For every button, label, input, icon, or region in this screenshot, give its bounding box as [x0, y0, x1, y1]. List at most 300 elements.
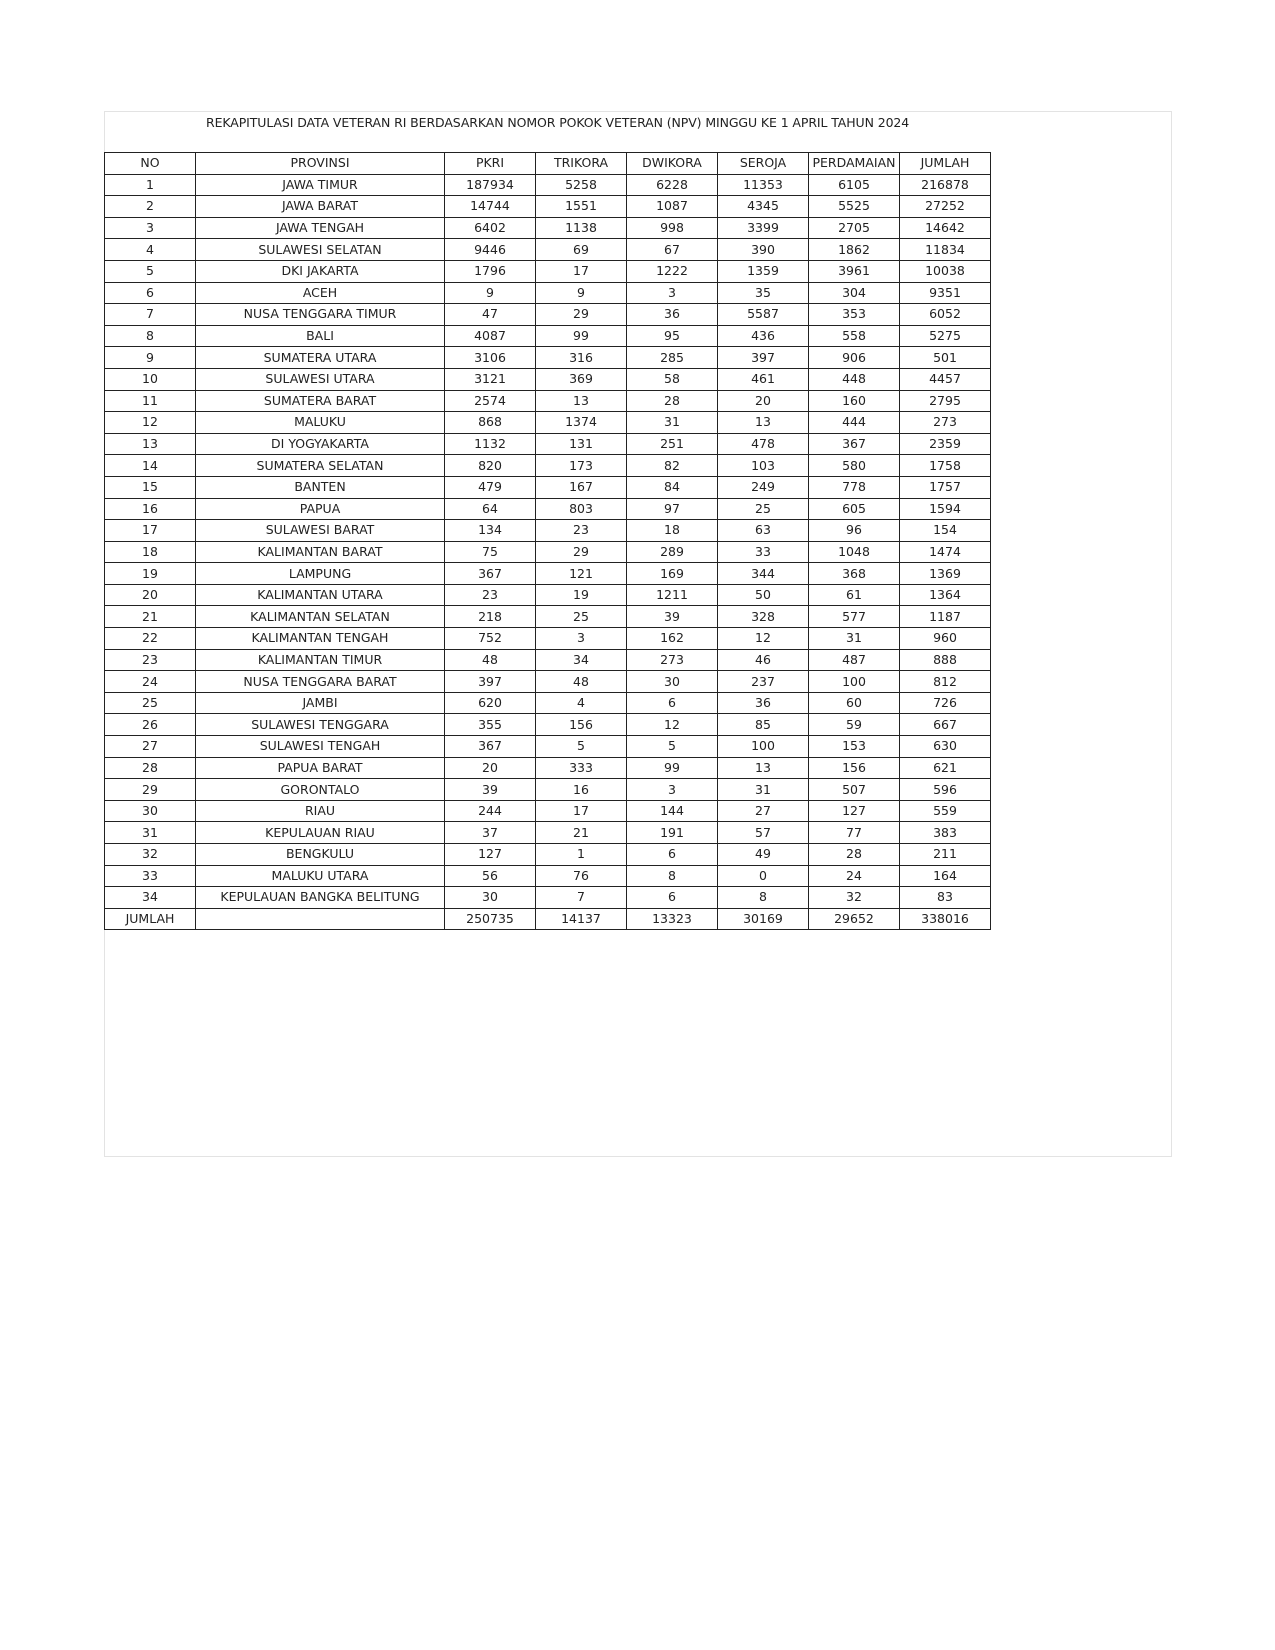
- row-number-cell: 10: [105, 368, 196, 390]
- trikora-cell: 156: [536, 714, 627, 736]
- dwikora-cell: 251: [627, 433, 718, 455]
- jumlah-cell: 211: [900, 844, 991, 866]
- trikora-cell: 1: [536, 844, 627, 866]
- dwikora-cell: 84: [627, 476, 718, 498]
- trikora-cell: 316: [536, 347, 627, 369]
- row-number-cell: 21: [105, 606, 196, 628]
- jumlah-cell: 812: [900, 671, 991, 693]
- row-number-cell: 24: [105, 671, 196, 693]
- total-cell: 30169: [718, 908, 809, 930]
- jumlah-cell: 5275: [900, 325, 991, 347]
- jumlah-cell: 1187: [900, 606, 991, 628]
- row-number-cell: 25: [105, 692, 196, 714]
- row-number-cell: 8: [105, 325, 196, 347]
- table-row: [105, 628, 991, 650]
- perdamaian-cell: 77: [809, 822, 900, 844]
- pkri-cell: 23: [445, 584, 536, 606]
- dwikora-cell: 3: [627, 282, 718, 304]
- trikora-cell: 9: [536, 282, 627, 304]
- table-row: [105, 325, 991, 347]
- perdamaian-cell: 24: [809, 865, 900, 887]
- pkri-cell: 820: [445, 455, 536, 477]
- row-number-cell: 2: [105, 196, 196, 218]
- seroja-cell: 35: [718, 282, 809, 304]
- pkri-cell: 367: [445, 563, 536, 585]
- row-number-cell: 4: [105, 239, 196, 261]
- dwikora-cell: 97: [627, 498, 718, 520]
- perdamaian-cell: 5525: [809, 196, 900, 218]
- table-row: [105, 606, 991, 628]
- province-cell: JAWA TIMUR: [196, 174, 445, 196]
- row-number-cell: 23: [105, 649, 196, 671]
- jumlah-cell: 726: [900, 692, 991, 714]
- dwikora-cell: 39: [627, 606, 718, 628]
- document-title: REKAPITULASI DATA VETERAN RI BERDASARKAN NOMOR POKOK VETERAN (NPV) MINGGU KE 1 APRIL TAHUN 2024: [206, 115, 910, 130]
- table-row: [105, 541, 991, 563]
- perdamaian-cell: 3961: [809, 260, 900, 282]
- table-row: [105, 671, 991, 693]
- pkri-cell: 75: [445, 541, 536, 563]
- dwikora-cell: 6: [627, 844, 718, 866]
- jumlah-cell: 559: [900, 800, 991, 822]
- table-row: [105, 282, 991, 304]
- table-row: [105, 412, 991, 434]
- seroja-cell: 25: [718, 498, 809, 520]
- province-cell: MALUKU: [196, 412, 445, 434]
- seroja-cell: 12: [718, 628, 809, 650]
- jumlah-cell: 27252: [900, 196, 991, 218]
- province-cell: KALIMANTAN UTARA: [196, 584, 445, 606]
- trikora-cell: 16: [536, 779, 627, 801]
- table-row: [105, 584, 991, 606]
- trikora-cell: 76: [536, 865, 627, 887]
- row-number-cell: 16: [105, 498, 196, 520]
- perdamaian-cell: 59: [809, 714, 900, 736]
- perdamaian-cell: 156: [809, 757, 900, 779]
- seroja-cell: 237: [718, 671, 809, 693]
- trikora-cell: 7: [536, 887, 627, 909]
- pkri-cell: 37: [445, 822, 536, 844]
- seroja-cell: 13: [718, 757, 809, 779]
- province-cell: KALIMANTAN SELATAN: [196, 606, 445, 628]
- jumlah-cell: 164: [900, 865, 991, 887]
- dwikora-cell: 3: [627, 779, 718, 801]
- jumlah-cell: 6052: [900, 304, 991, 326]
- row-number-cell: 31: [105, 822, 196, 844]
- dwikora-cell: 6228: [627, 174, 718, 196]
- perdamaian-cell: 1862: [809, 239, 900, 261]
- province-cell: SULAWESI BARAT: [196, 520, 445, 542]
- jumlah-cell: 216878: [900, 174, 991, 196]
- pkri-cell: 9446: [445, 239, 536, 261]
- pkri-cell: 479: [445, 476, 536, 498]
- pkri-cell: 9: [445, 282, 536, 304]
- perdamaian-cell: 353: [809, 304, 900, 326]
- dwikora-cell: 8: [627, 865, 718, 887]
- province-cell: JAWA BARAT: [196, 196, 445, 218]
- pkri-cell: 244: [445, 800, 536, 822]
- dwikora-cell: 18: [627, 520, 718, 542]
- province-cell: BANTEN: [196, 476, 445, 498]
- jumlah-cell: 2795: [900, 390, 991, 412]
- dwikora-cell: 6: [627, 692, 718, 714]
- seroja-cell: 5587: [718, 304, 809, 326]
- row-number-cell: 18: [105, 541, 196, 563]
- jumlah-cell: 10038: [900, 260, 991, 282]
- jumlah-cell: 1364: [900, 584, 991, 606]
- table-row: [105, 498, 991, 520]
- province-cell: SULAWESI TENGAH: [196, 736, 445, 758]
- province-cell: RIAU: [196, 800, 445, 822]
- jumlah-cell: 501: [900, 347, 991, 369]
- perdamaian-cell: 32: [809, 887, 900, 909]
- perdamaian-cell: 448: [809, 368, 900, 390]
- table-row: [105, 239, 991, 261]
- seroja-cell: 397: [718, 347, 809, 369]
- jumlah-cell: 154: [900, 520, 991, 542]
- seroja-cell: 49: [718, 844, 809, 866]
- dwikora-cell: 144: [627, 800, 718, 822]
- perdamaian-cell: 160: [809, 390, 900, 412]
- trikora-cell: 17: [536, 260, 627, 282]
- table-row: [105, 368, 991, 390]
- trikora-cell: 1551: [536, 196, 627, 218]
- table-row: [105, 347, 991, 369]
- trikora-cell: 333: [536, 757, 627, 779]
- pkri-cell: 14744: [445, 196, 536, 218]
- dwikora-cell: 998: [627, 217, 718, 239]
- seroja-cell: 328: [718, 606, 809, 628]
- pkri-cell: 47: [445, 304, 536, 326]
- trikora-cell: 29: [536, 304, 627, 326]
- row-number-cell: 6: [105, 282, 196, 304]
- pkri-cell: 620: [445, 692, 536, 714]
- row-number-cell: 11: [105, 390, 196, 412]
- trikora-cell: 3: [536, 628, 627, 650]
- perdamaian-cell: 31: [809, 628, 900, 650]
- trikora-cell: 25: [536, 606, 627, 628]
- seroja-cell: 344: [718, 563, 809, 585]
- total-cell: 338016: [900, 908, 991, 930]
- table-row: [105, 692, 991, 714]
- province-cell: SUMATERA BARAT: [196, 390, 445, 412]
- perdamaian-cell: 61: [809, 584, 900, 606]
- province-cell: NUSA TENGGARA BARAT: [196, 671, 445, 693]
- dwikora-cell: 36: [627, 304, 718, 326]
- province-cell: SUMATERA SELATAN: [196, 455, 445, 477]
- row-number-cell: 1: [105, 174, 196, 196]
- table-body: [105, 174, 991, 908]
- trikora-cell: 369: [536, 368, 627, 390]
- trikora-cell: 167: [536, 476, 627, 498]
- perdamaian-cell: 444: [809, 412, 900, 434]
- table-row: [105, 714, 991, 736]
- pkri-cell: 218: [445, 606, 536, 628]
- seroja-cell: 100: [718, 736, 809, 758]
- header-no: NO: [105, 153, 196, 175]
- dwikora-cell: 1087: [627, 196, 718, 218]
- row-number-cell: 28: [105, 757, 196, 779]
- trikora-cell: 99: [536, 325, 627, 347]
- dwikora-cell: 28: [627, 390, 718, 412]
- pkri-cell: 752: [445, 628, 536, 650]
- seroja-cell: 11353: [718, 174, 809, 196]
- pkri-cell: 127: [445, 844, 536, 866]
- trikora-cell: 5258: [536, 174, 627, 196]
- seroja-cell: 8: [718, 887, 809, 909]
- row-number-cell: 32: [105, 844, 196, 866]
- province-cell: LAMPUNG: [196, 563, 445, 585]
- province-cell: SULAWESI TENGGARA: [196, 714, 445, 736]
- total-cell: 14137: [536, 908, 627, 930]
- trikora-cell: 131: [536, 433, 627, 455]
- total-cell: [196, 908, 445, 930]
- pkri-cell: 64: [445, 498, 536, 520]
- total-cell: 13323: [627, 908, 718, 930]
- trikora-cell: 19: [536, 584, 627, 606]
- table-row: [105, 520, 991, 542]
- total-label: JUMLAH: [105, 908, 196, 930]
- dwikora-cell: 12: [627, 714, 718, 736]
- pkri-cell: 134: [445, 520, 536, 542]
- perdamaian-cell: 2705: [809, 217, 900, 239]
- seroja-cell: 20: [718, 390, 809, 412]
- jumlah-cell: 273: [900, 412, 991, 434]
- perdamaian-cell: 304: [809, 282, 900, 304]
- trikora-cell: 121: [536, 563, 627, 585]
- dwikora-cell: 58: [627, 368, 718, 390]
- dwikora-cell: 67: [627, 239, 718, 261]
- trikora-cell: 5: [536, 736, 627, 758]
- total-cell: 250735: [445, 908, 536, 930]
- row-number-cell: 19: [105, 563, 196, 585]
- province-cell: SUMATERA UTARA: [196, 347, 445, 369]
- jumlah-cell: 83: [900, 887, 991, 909]
- province-cell: NUSA TENGGARA TIMUR: [196, 304, 445, 326]
- pkri-cell: 4087: [445, 325, 536, 347]
- header-pkri: PKRI: [445, 153, 536, 175]
- perdamaian-cell: 487: [809, 649, 900, 671]
- table-row: [105, 217, 991, 239]
- pkri-cell: 3121: [445, 368, 536, 390]
- province-cell: BALI: [196, 325, 445, 347]
- dwikora-cell: 30: [627, 671, 718, 693]
- row-number-cell: 22: [105, 628, 196, 650]
- perdamaian-cell: 28: [809, 844, 900, 866]
- row-number-cell: 14: [105, 455, 196, 477]
- seroja-cell: 103: [718, 455, 809, 477]
- trikora-cell: 69: [536, 239, 627, 261]
- row-number-cell: 9: [105, 347, 196, 369]
- province-cell: KEPULAUAN BANGKA BELITUNG: [196, 887, 445, 909]
- province-cell: PAPUA: [196, 498, 445, 520]
- pkri-cell: 367: [445, 736, 536, 758]
- trikora-cell: 21: [536, 822, 627, 844]
- pkri-cell: 187934: [445, 174, 536, 196]
- table-row: [105, 304, 991, 326]
- seroja-cell: 3399: [718, 217, 809, 239]
- table-row: [105, 455, 991, 477]
- jumlah-cell: 4457: [900, 368, 991, 390]
- veteran-recap-table: [104, 152, 991, 930]
- row-number-cell: 20: [105, 584, 196, 606]
- table-row: [105, 476, 991, 498]
- pkri-cell: 56: [445, 865, 536, 887]
- province-cell: KEPULAUAN RIAU: [196, 822, 445, 844]
- perdamaian-cell: 368: [809, 563, 900, 585]
- province-cell: MALUKU UTARA: [196, 865, 445, 887]
- jumlah-cell: 2359: [900, 433, 991, 455]
- pkri-cell: 355: [445, 714, 536, 736]
- table-row: [105, 844, 991, 866]
- header-perdamaian: PERDAMAIAN: [809, 153, 900, 175]
- seroja-cell: 46: [718, 649, 809, 671]
- trikora-cell: 17: [536, 800, 627, 822]
- perdamaian-cell: 906: [809, 347, 900, 369]
- table-total-row: [105, 908, 991, 930]
- jumlah-cell: 1594: [900, 498, 991, 520]
- province-cell: ACEH: [196, 282, 445, 304]
- province-cell: JAWA TENGAH: [196, 217, 445, 239]
- dwikora-cell: 285: [627, 347, 718, 369]
- row-number-cell: 33: [105, 865, 196, 887]
- province-cell: JAMBI: [196, 692, 445, 714]
- pkri-cell: 397: [445, 671, 536, 693]
- province-cell: DKI JAKARTA: [196, 260, 445, 282]
- dwikora-cell: 31: [627, 412, 718, 434]
- province-cell: DI YOGYAKARTA: [196, 433, 445, 455]
- table-row: [105, 433, 991, 455]
- table-row: [105, 174, 991, 196]
- perdamaian-cell: 6105: [809, 174, 900, 196]
- perdamaian-cell: 507: [809, 779, 900, 801]
- seroja-cell: 478: [718, 433, 809, 455]
- row-number-cell: 26: [105, 714, 196, 736]
- row-number-cell: 13: [105, 433, 196, 455]
- trikora-cell: 1138: [536, 217, 627, 239]
- trikora-cell: 173: [536, 455, 627, 477]
- table-row: [105, 865, 991, 887]
- row-number-cell: 34: [105, 887, 196, 909]
- dwikora-cell: 1211: [627, 584, 718, 606]
- jumlah-cell: 9351: [900, 282, 991, 304]
- perdamaian-cell: 153: [809, 736, 900, 758]
- province-cell: SULAWESI UTARA: [196, 368, 445, 390]
- seroja-cell: 461: [718, 368, 809, 390]
- table-row: [105, 779, 991, 801]
- jumlah-cell: 1369: [900, 563, 991, 585]
- total-cell: 29652: [809, 908, 900, 930]
- dwikora-cell: 1222: [627, 260, 718, 282]
- trikora-cell: 29: [536, 541, 627, 563]
- perdamaian-cell: 605: [809, 498, 900, 520]
- row-number-cell: 29: [105, 779, 196, 801]
- dwikora-cell: 169: [627, 563, 718, 585]
- dwikora-cell: 99: [627, 757, 718, 779]
- province-cell: KALIMANTAN BARAT: [196, 541, 445, 563]
- pkri-cell: 30: [445, 887, 536, 909]
- seroja-cell: 390: [718, 239, 809, 261]
- jumlah-cell: 1757: [900, 476, 991, 498]
- pkri-cell: 3106: [445, 347, 536, 369]
- perdamaian-cell: 580: [809, 455, 900, 477]
- row-number-cell: 17: [105, 520, 196, 542]
- pkri-cell: 6402: [445, 217, 536, 239]
- province-cell: BENGKULU: [196, 844, 445, 866]
- dwikora-cell: 273: [627, 649, 718, 671]
- trikora-cell: 803: [536, 498, 627, 520]
- trikora-cell: 4: [536, 692, 627, 714]
- perdamaian-cell: 1048: [809, 541, 900, 563]
- trikora-cell: 1374: [536, 412, 627, 434]
- jumlah-cell: 11834: [900, 239, 991, 261]
- seroja-cell: 36: [718, 692, 809, 714]
- dwikora-cell: 5: [627, 736, 718, 758]
- pkri-cell: 39: [445, 779, 536, 801]
- row-number-cell: 5: [105, 260, 196, 282]
- table-header-row: [105, 153, 991, 175]
- trikora-cell: 34: [536, 649, 627, 671]
- jumlah-cell: 888: [900, 649, 991, 671]
- table-row: [105, 736, 991, 758]
- trikora-cell: 13: [536, 390, 627, 412]
- seroja-cell: 27: [718, 800, 809, 822]
- seroja-cell: 50: [718, 584, 809, 606]
- pkri-cell: 1132: [445, 433, 536, 455]
- pkri-cell: 48: [445, 649, 536, 671]
- province-cell: GORONTALO: [196, 779, 445, 801]
- trikora-cell: 48: [536, 671, 627, 693]
- table-row: [105, 260, 991, 282]
- province-cell: KALIMANTAN TIMUR: [196, 649, 445, 671]
- seroja-cell: 249: [718, 476, 809, 498]
- province-cell: PAPUA BARAT: [196, 757, 445, 779]
- perdamaian-cell: 577: [809, 606, 900, 628]
- dwikora-cell: 289: [627, 541, 718, 563]
- perdamaian-cell: 100: [809, 671, 900, 693]
- jumlah-cell: 960: [900, 628, 991, 650]
- province-cell: KALIMANTAN TENGAH: [196, 628, 445, 650]
- dwikora-cell: 95: [627, 325, 718, 347]
- perdamaian-cell: 778: [809, 476, 900, 498]
- seroja-cell: 13: [718, 412, 809, 434]
- table-row: [105, 822, 991, 844]
- jumlah-cell: 596: [900, 779, 991, 801]
- pkri-cell: 1796: [445, 260, 536, 282]
- row-number-cell: 30: [105, 800, 196, 822]
- seroja-cell: 0: [718, 865, 809, 887]
- perdamaian-cell: 96: [809, 520, 900, 542]
- trikora-cell: 23: [536, 520, 627, 542]
- perdamaian-cell: 558: [809, 325, 900, 347]
- row-number-cell: 15: [105, 476, 196, 498]
- header-trikora: TRIKORA: [536, 153, 627, 175]
- dwikora-cell: 82: [627, 455, 718, 477]
- dwikora-cell: 6: [627, 887, 718, 909]
- seroja-cell: 33: [718, 541, 809, 563]
- jumlah-cell: 383: [900, 822, 991, 844]
- dwikora-cell: 191: [627, 822, 718, 844]
- seroja-cell: 31: [718, 779, 809, 801]
- table-row: [105, 563, 991, 585]
- jumlah-cell: 14642: [900, 217, 991, 239]
- jumlah-cell: 1758: [900, 455, 991, 477]
- header-dwikora: DWIKORA: [627, 153, 718, 175]
- jumlah-cell: 621: [900, 757, 991, 779]
- header-jumlah: JUMLAH: [900, 153, 991, 175]
- table-row: [105, 800, 991, 822]
- pkri-cell: 20: [445, 757, 536, 779]
